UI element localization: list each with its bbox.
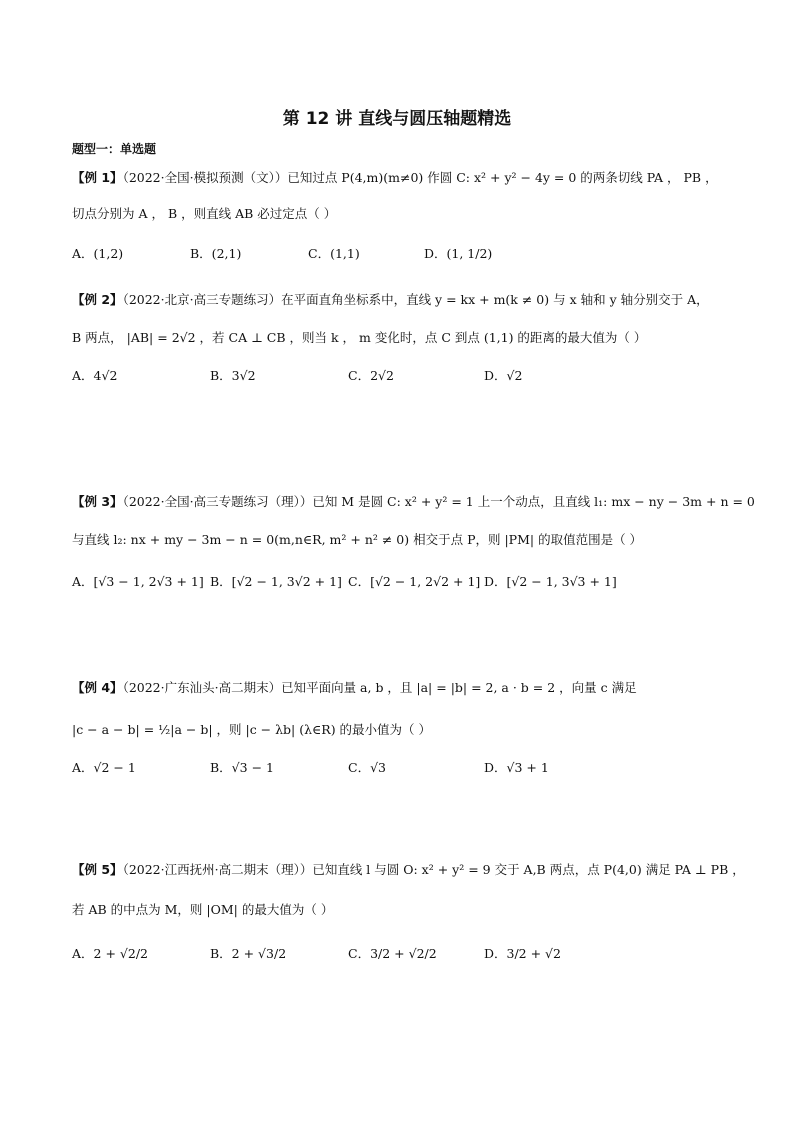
question-1-text-1: （2022·全国·模拟预测（文））已知过点 P(4,m)(m≠0) 作圆 C: x² + y² − 4y = 0 的两条切线 PA ， PB ， [122,170,718,185]
question-4-option-c[interactable]: C．√3 [348,760,386,775]
question-5-option-a[interactable]: A．2 + √2/2 [72,946,148,961]
question-2-line-2: B 两点， |AB| = 2√2 ，若 CA ⊥ CB ，则当 k ， m 变化时，点 C 到点 (1,1) 的距离的最大值为（ ） [72,330,647,345]
question-3-option-d[interactable]: D．[√2 − 1, 3√3 + 1] [484,574,617,589]
question-1-option-d[interactable]: D．(1, 1/2) [424,246,493,261]
question-5-option-d[interactable]: D．3/2 + √2 [484,946,561,961]
question-4-option-d[interactable]: D．√3 + 1 [484,760,549,775]
question-1-option-a[interactable]: A．(1,2) [72,246,124,261]
question-3-option-a[interactable]: A．[√3 − 1, 2√3 + 1] [72,574,204,589]
question-5-option-b[interactable]: B．2 + √3/2 [210,946,287,961]
question-3-option-b[interactable]: B．[√2 − 1, 3√2 + 1] [210,574,342,589]
page-title: 第 12 讲 直线与圆压轴题精选 [282,109,512,129]
question-1-line-1 [72,168,718,188]
question-2-option-b[interactable]: B．3√2 [210,368,256,383]
question-3-line-2: 与直线 l₂: nx + my − 3m − n = 0(m,n∈R, m² + n² ≠ 0) 相交于点 P，则 |PM| 的取值范围是（ ） [72,532,643,547]
question-2-option-c[interactable]: C．2√2 [348,368,394,383]
question-2-option-a[interactable]: A．4√2 [72,368,118,383]
question-3-tag: 【例 3】 [72,494,123,509]
question-5-option-c[interactable]: C．3/2 + √2/2 [348,946,437,961]
question-1-option-b[interactable]: B．(2,1) [190,246,242,261]
question-5-tag: 【例 5】 [72,862,123,877]
question-1-line-2: 切点分别为 A ， B ，则直线 AB 必过定点（ ） [72,206,337,221]
question-5-text-1: （2022·江西抚州·高二期末（理））已知直线 l 与圆 O: x² + y² = 9 交于 A,B 两点，点 P(4,0) 满足 PA ⊥ PB ， [122,862,745,877]
question-3-line-1 [72,492,755,512]
section-heading: 题型一：单选题 [72,142,157,156]
question-5-line-1 [72,860,745,880]
question-2-text-1: （2022·北京·高三专题练习）在平面直角坐标系中，直线 y = kx + m(k ≠ 0) 与 x 轴和 y 轴分别交于 A， [122,292,709,307]
question-4-line-2: |c − a − b| = ½|a − b| ，则 |c − λb| (λ∈R) 的最小值为（ ） [72,722,432,737]
question-2-tag: 【例 2】 [72,292,123,307]
question-4-tag: 【例 4】 [72,680,123,695]
question-4-option-b[interactable]: B．√3 − 1 [210,760,274,775]
question-3-text-1: （2022·全国·高三专题练习（理））已知 M 是圆 C: x² + y² = 1 上一个动点，且直线 l₁: mx − ny − 3m + n = 0 [122,494,755,509]
question-4-line-1 [72,678,637,698]
question-3-option-c[interactable]: C．[√2 − 1, 2√2 + 1] [348,574,481,589]
question-2-option-d[interactable]: D．√2 [484,368,523,383]
question-1-option-c[interactable]: C．(1,1) [308,246,360,261]
question-5-line-2: 若 AB 的中点为 M，则 |OM| 的最大值为（ ） [72,902,334,917]
question-1-tag: 【例 1】 [72,170,123,185]
question-4-text-1: （2022·广东汕头·高二期末）已知平面向量 a, b ，且 |a| = |b| = 2, a · b = 2 ，向量 c 满足 [122,680,637,695]
question-2-line-1 [72,290,709,310]
question-4-option-a[interactable]: A．√2 − 1 [72,760,136,775]
